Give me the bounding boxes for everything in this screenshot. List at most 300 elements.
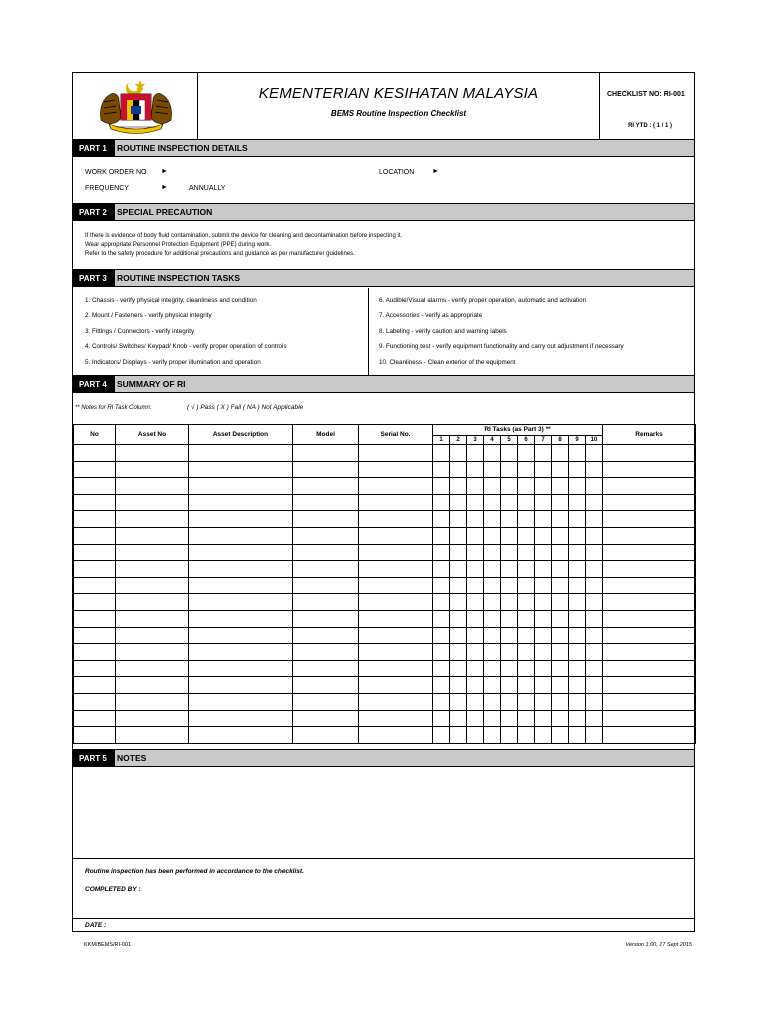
table-cell[interactable] [501, 610, 518, 627]
table-cell[interactable] [293, 610, 359, 627]
table-cell[interactable] [116, 710, 189, 727]
task-number-header: 3 [467, 435, 484, 444]
table-cell[interactable] [450, 710, 467, 727]
table-cell[interactable] [74, 627, 116, 644]
table-cell[interactable] [552, 544, 569, 561]
table-cell[interactable] [74, 577, 116, 594]
table-cell[interactable] [74, 511, 116, 528]
table-cell[interactable] [359, 693, 433, 710]
table-cell[interactable] [535, 693, 552, 710]
table-cell[interactable] [433, 677, 450, 694]
table-cell[interactable] [535, 677, 552, 694]
table-cell[interactable] [467, 610, 484, 627]
table-cell[interactable] [116, 594, 189, 611]
table-cell[interactable] [293, 644, 359, 661]
table-cell[interactable] [501, 511, 518, 528]
table-cell[interactable] [535, 594, 552, 611]
table-cell[interactable] [535, 511, 552, 528]
table-cell[interactable] [433, 660, 450, 677]
table-cell[interactable] [535, 610, 552, 627]
table-cell[interactable] [433, 511, 450, 528]
table-cell[interactable] [586, 494, 603, 511]
table-cell[interactable] [189, 494, 293, 511]
table-cell[interactable] [450, 610, 467, 627]
table-cell[interactable] [501, 594, 518, 611]
table-cell[interactable] [603, 693, 696, 710]
table-cell[interactable] [501, 727, 518, 744]
table-cell[interactable] [359, 594, 433, 611]
table-cell[interactable] [116, 527, 189, 544]
table-cell[interactable] [484, 494, 501, 511]
table-cell[interactable] [501, 478, 518, 495]
table-cell[interactable] [552, 710, 569, 727]
part1-title: ROUTINE INSPECTION DETAILS [117, 143, 248, 153]
table-cell[interactable] [569, 677, 586, 694]
table-cell[interactable] [484, 594, 501, 611]
table-cell[interactable] [433, 644, 450, 661]
table-cell[interactable] [552, 527, 569, 544]
table-cell[interactable] [484, 577, 501, 594]
table-cell[interactable] [293, 727, 359, 744]
notes-area[interactable] [73, 768, 694, 858]
table-cell[interactable] [433, 445, 450, 462]
table-cell[interactable] [484, 561, 501, 578]
table-cell[interactable] [293, 478, 359, 495]
table-cell[interactable] [586, 561, 603, 578]
table-cell[interactable] [552, 445, 569, 462]
table-cell[interactable] [116, 494, 189, 511]
table-cell[interactable] [501, 627, 518, 644]
table-cell[interactable] [501, 644, 518, 661]
table-cell[interactable] [116, 627, 189, 644]
table-cell[interactable] [293, 710, 359, 727]
table-cell[interactable] [535, 577, 552, 594]
table-cell[interactable] [450, 727, 467, 744]
table-cell[interactable] [518, 677, 535, 694]
table-cell[interactable] [535, 494, 552, 511]
table-cell[interactable] [484, 727, 501, 744]
table-cell[interactable] [552, 561, 569, 578]
table-cell[interactable] [450, 544, 467, 561]
table-cell[interactable] [484, 677, 501, 694]
table-cell[interactable] [189, 577, 293, 594]
table-cell[interactable] [586, 577, 603, 594]
table-cell[interactable] [501, 494, 518, 511]
table-cell[interactable] [189, 561, 293, 578]
table-cell[interactable] [535, 527, 552, 544]
table-cell[interactable] [116, 544, 189, 561]
table-cell[interactable] [293, 660, 359, 677]
table-cell[interactable] [433, 544, 450, 561]
table-cell[interactable] [569, 461, 586, 478]
table-cell[interactable] [74, 677, 116, 694]
table-cell[interactable] [450, 527, 467, 544]
table-cell[interactable] [189, 478, 293, 495]
table-cell[interactable] [484, 527, 501, 544]
table-cell[interactable] [484, 710, 501, 727]
table-cell[interactable] [293, 561, 359, 578]
table-cell[interactable] [603, 494, 696, 511]
table-cell[interactable] [433, 610, 450, 627]
table-cell[interactable] [189, 660, 293, 677]
table-cell[interactable] [518, 727, 535, 744]
table-cell[interactable] [552, 627, 569, 644]
table-cell[interactable] [450, 478, 467, 495]
table-cell[interactable] [433, 527, 450, 544]
table-cell[interactable] [603, 461, 696, 478]
table-cell[interactable] [484, 610, 501, 627]
table-cell[interactable] [189, 693, 293, 710]
table-cell[interactable] [74, 527, 116, 544]
table-cell[interactable] [586, 610, 603, 627]
table-cell[interactable] [116, 660, 189, 677]
table-cell[interactable] [359, 511, 433, 528]
table-cell[interactable] [359, 627, 433, 644]
table-cell[interactable] [518, 693, 535, 710]
table-cell[interactable] [586, 660, 603, 677]
table-cell[interactable] [603, 677, 696, 694]
table-cell[interactable] [189, 527, 293, 544]
table-cell[interactable] [359, 727, 433, 744]
table-cell[interactable] [501, 710, 518, 727]
table-cell[interactable] [293, 445, 359, 462]
table-cell[interactable] [535, 627, 552, 644]
table-cell[interactable] [293, 511, 359, 528]
table-cell[interactable] [518, 660, 535, 677]
col-no: No [74, 425, 116, 445]
table-cell[interactable] [552, 494, 569, 511]
table-cell[interactable] [603, 544, 696, 561]
signoff-section [73, 858, 694, 918]
table-cell[interactable] [450, 677, 467, 694]
table-cell[interactable] [467, 677, 484, 694]
table-cell[interactable] [189, 727, 293, 744]
table-cell[interactable] [569, 660, 586, 677]
table-cell[interactable] [359, 660, 433, 677]
table-cell[interactable] [433, 461, 450, 478]
task-item: 10. Cleanliness - Clean exterior of the equipment [379, 359, 516, 366]
table-cell[interactable] [359, 445, 433, 462]
table-cell[interactable] [501, 527, 518, 544]
table-cell[interactable] [74, 710, 116, 727]
table-cell[interactable] [293, 693, 359, 710]
table-cell[interactable] [569, 610, 586, 627]
table-cell[interactable] [433, 577, 450, 594]
table-cell[interactable] [518, 561, 535, 578]
table-cell[interactable] [518, 644, 535, 661]
table-cell[interactable] [484, 461, 501, 478]
table-cell[interactable] [433, 727, 450, 744]
table-cell[interactable] [586, 727, 603, 744]
table-cell[interactable] [450, 644, 467, 661]
table-cell[interactable] [359, 610, 433, 627]
table-cell[interactable] [569, 594, 586, 611]
table-cell[interactable] [467, 727, 484, 744]
table-cell[interactable] [189, 594, 293, 611]
table-cell[interactable] [603, 644, 696, 661]
table-cell[interactable] [484, 627, 501, 644]
table-cell[interactable] [74, 727, 116, 744]
table-cell[interactable] [116, 693, 189, 710]
table-cell[interactable] [116, 561, 189, 578]
table-cell[interactable] [552, 727, 569, 744]
table-cell[interactable] [74, 660, 116, 677]
table-cell[interactable] [569, 494, 586, 511]
table-cell[interactable] [552, 511, 569, 528]
table-cell[interactable] [501, 577, 518, 594]
table-cell[interactable] [535, 544, 552, 561]
table-cell[interactable] [293, 544, 359, 561]
table-cell[interactable] [189, 644, 293, 661]
table-cell[interactable] [189, 710, 293, 727]
table-cell[interactable] [450, 511, 467, 528]
table-cell[interactable] [586, 527, 603, 544]
table-cell[interactable] [74, 610, 116, 627]
table-cell[interactable] [535, 561, 552, 578]
table-cell[interactable] [518, 594, 535, 611]
table-cell[interactable] [484, 445, 501, 462]
table-cell[interactable] [450, 660, 467, 677]
table-cell[interactable] [569, 577, 586, 594]
table-cell[interactable] [189, 445, 293, 462]
table-cell[interactable] [501, 461, 518, 478]
table-cell[interactable] [586, 710, 603, 727]
table-cell[interactable] [586, 461, 603, 478]
table-cell[interactable] [116, 727, 189, 744]
table-cell[interactable] [569, 445, 586, 462]
table-cell[interactable] [501, 445, 518, 462]
table-cell[interactable] [535, 727, 552, 744]
table-cell[interactable] [467, 478, 484, 495]
table-cell[interactable] [535, 660, 552, 677]
table-cell[interactable] [450, 627, 467, 644]
table-cell[interactable] [74, 445, 116, 462]
table-cell[interactable] [293, 461, 359, 478]
table-cell[interactable] [116, 511, 189, 528]
table-cell[interactable] [552, 478, 569, 495]
table-cell[interactable] [74, 544, 116, 561]
table-cell[interactable] [467, 511, 484, 528]
table-cell[interactable] [467, 693, 484, 710]
table-cell[interactable] [518, 494, 535, 511]
table-cell[interactable] [116, 577, 189, 594]
table-cell[interactable] [518, 710, 535, 727]
table-cell[interactable] [450, 445, 467, 462]
table-cell[interactable] [293, 594, 359, 611]
table-cell[interactable] [359, 544, 433, 561]
table-cell[interactable] [501, 544, 518, 561]
table-cell[interactable] [450, 594, 467, 611]
table-cell[interactable] [586, 478, 603, 495]
table-cell[interactable] [467, 627, 484, 644]
table-cell[interactable] [433, 561, 450, 578]
table-cell[interactable] [501, 677, 518, 694]
table-cell[interactable] [484, 644, 501, 661]
table-cell[interactable] [518, 478, 535, 495]
table-cell[interactable] [433, 594, 450, 611]
table-cell[interactable] [603, 527, 696, 544]
table-cell[interactable] [116, 644, 189, 661]
table-cell[interactable] [501, 561, 518, 578]
table-cell[interactable] [603, 594, 696, 611]
table-cell[interactable] [450, 461, 467, 478]
table-cell[interactable] [467, 577, 484, 594]
table-cell[interactable] [359, 677, 433, 694]
table-cell[interactable] [359, 577, 433, 594]
table-cell[interactable] [586, 511, 603, 528]
table-cell[interactable] [518, 627, 535, 644]
table-cell[interactable] [501, 660, 518, 677]
table-cell[interactable] [484, 544, 501, 561]
table-cell[interactable] [116, 445, 189, 462]
table-cell[interactable] [603, 627, 696, 644]
table-cell[interactable] [569, 710, 586, 727]
table-cell[interactable] [74, 561, 116, 578]
table-cell[interactable] [535, 644, 552, 661]
table-cell[interactable] [586, 644, 603, 661]
table-cell[interactable] [586, 445, 603, 462]
table-cell[interactable] [116, 610, 189, 627]
table-cell[interactable] [569, 727, 586, 744]
table-cell[interactable] [484, 511, 501, 528]
table-cell[interactable] [586, 693, 603, 710]
table-cell[interactable] [603, 511, 696, 528]
table-cell[interactable] [586, 544, 603, 561]
table-cell[interactable] [552, 461, 569, 478]
table-cell[interactable] [74, 594, 116, 611]
table-cell[interactable] [467, 445, 484, 462]
table-cell[interactable] [484, 660, 501, 677]
table-cell[interactable] [603, 727, 696, 744]
table-cell[interactable] [450, 693, 467, 710]
table-cell[interactable] [552, 577, 569, 594]
table-cell[interactable] [293, 627, 359, 644]
table-cell[interactable] [74, 494, 116, 511]
table-cell[interactable] [518, 544, 535, 561]
table-cell[interactable] [359, 561, 433, 578]
table-cell[interactable] [603, 561, 696, 578]
table-cell[interactable] [189, 544, 293, 561]
table-cell[interactable] [293, 577, 359, 594]
table-cell[interactable] [359, 494, 433, 511]
table-cell[interactable] [359, 644, 433, 661]
table-cell[interactable] [535, 445, 552, 462]
date-label: DATE : [85, 922, 107, 929]
table-cell[interactable] [552, 610, 569, 627]
table-cell[interactable] [433, 693, 450, 710]
table-cell[interactable] [586, 627, 603, 644]
table-cell[interactable] [467, 544, 484, 561]
table-cell[interactable] [359, 461, 433, 478]
table-cell[interactable] [518, 445, 535, 462]
table-cell[interactable] [189, 511, 293, 528]
table-cell[interactable] [293, 677, 359, 694]
table-cell[interactable] [189, 461, 293, 478]
table-cell[interactable] [552, 644, 569, 661]
table-cell[interactable] [467, 594, 484, 611]
table-cell[interactable] [586, 594, 603, 611]
table-cell[interactable] [569, 544, 586, 561]
table-cell[interactable] [518, 610, 535, 627]
table-cell[interactable] [535, 710, 552, 727]
table-cell[interactable] [74, 461, 116, 478]
table-cell[interactable] [467, 660, 484, 677]
table-cell[interactable] [450, 494, 467, 511]
table-cell[interactable] [569, 561, 586, 578]
table-cell[interactable] [467, 461, 484, 478]
table-cell[interactable] [293, 527, 359, 544]
table-cell[interactable] [518, 577, 535, 594]
table-cell[interactable] [569, 511, 586, 528]
table-cell[interactable] [189, 610, 293, 627]
table-cell[interactable] [74, 644, 116, 661]
table-row [74, 494, 696, 511]
table-cell[interactable] [359, 527, 433, 544]
form-subtitle: BEMS Routine Inspection Checklist [330, 109, 467, 118]
table-cell[interactable] [433, 478, 450, 495]
task-item: 7. Accessories - verify as appropriate [379, 312, 483, 319]
table-cell[interactable] [433, 710, 450, 727]
table-cell[interactable] [569, 627, 586, 644]
table-cell[interactable] [535, 478, 552, 495]
table-cell[interactable] [518, 511, 535, 528]
table-cell[interactable] [603, 478, 696, 495]
table-cell[interactable] [603, 445, 696, 462]
table-cell[interactable] [603, 710, 696, 727]
table-cell[interactable] [433, 627, 450, 644]
table-cell[interactable] [116, 478, 189, 495]
table-cell[interactable] [189, 677, 293, 694]
table-cell[interactable] [603, 577, 696, 594]
table-cell[interactable] [359, 710, 433, 727]
table-cell[interactable] [552, 693, 569, 710]
table-cell[interactable] [484, 693, 501, 710]
table-cell[interactable] [74, 693, 116, 710]
table-cell[interactable] [552, 594, 569, 611]
table-cell[interactable] [501, 693, 518, 710]
table-cell[interactable] [189, 627, 293, 644]
table-cell[interactable] [293, 494, 359, 511]
table-cell[interactable] [467, 561, 484, 578]
table-cell[interactable] [552, 660, 569, 677]
table-cell[interactable] [603, 660, 696, 677]
task-column-divider [368, 288, 369, 376]
table-cell[interactable] [484, 478, 501, 495]
table-cell[interactable] [569, 527, 586, 544]
table-cell[interactable] [569, 478, 586, 495]
table-cell[interactable] [74, 478, 116, 495]
table-cell[interactable] [586, 677, 603, 694]
table-cell[interactable] [359, 478, 433, 495]
table-cell[interactable] [450, 561, 467, 578]
table-cell[interactable] [603, 610, 696, 627]
table-cell[interactable] [535, 461, 552, 478]
table-cell[interactable] [569, 693, 586, 710]
table-cell[interactable] [116, 677, 189, 694]
task-number-header: 1 [433, 435, 450, 444]
table-cell[interactable] [467, 527, 484, 544]
table-cell[interactable] [552, 677, 569, 694]
table-cell[interactable] [433, 494, 450, 511]
table-cell[interactable] [518, 461, 535, 478]
table-cell[interactable] [116, 461, 189, 478]
table-cell[interactable] [450, 577, 467, 594]
table-cell[interactable] [518, 527, 535, 544]
table-cell[interactable] [569, 644, 586, 661]
table-cell[interactable] [467, 710, 484, 727]
table-cell[interactable] [467, 644, 484, 661]
table-cell[interactable] [467, 494, 484, 511]
